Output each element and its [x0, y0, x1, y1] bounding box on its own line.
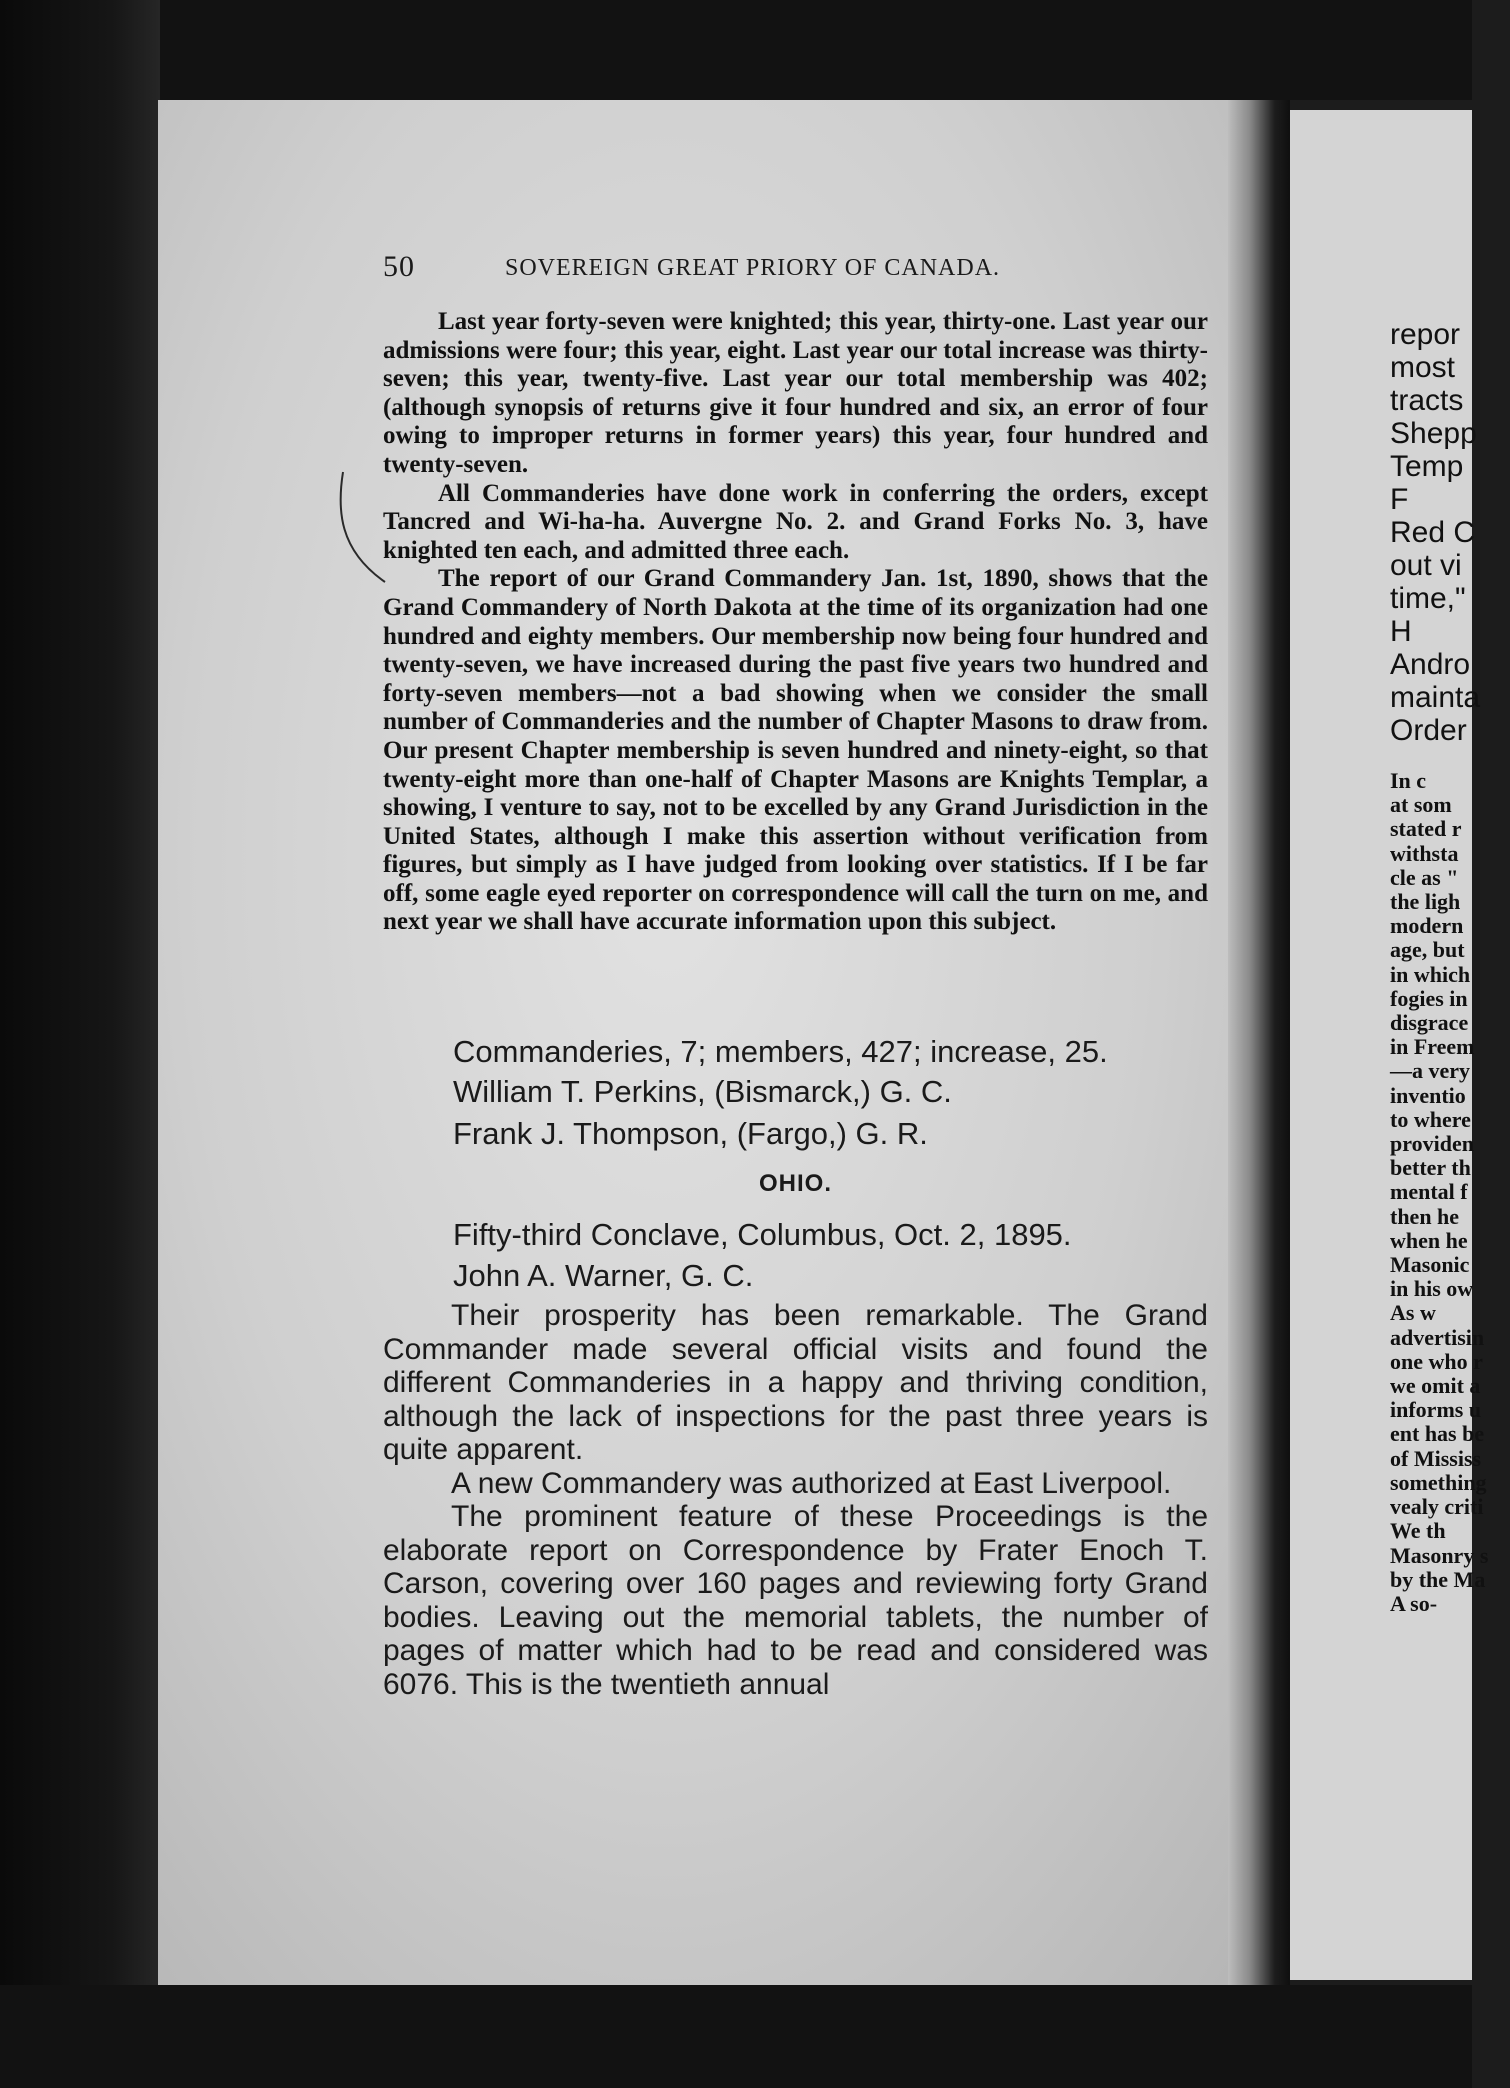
facing-page-line: informs u [1390, 1397, 1482, 1423]
paragraph: All Commanderies have done work in conferring the orders, except Tancred and Wi-ha-ha. Auvergne No. 2. and Grand Forks No. 3, have knighted ten each, and admitted three each. [383, 479, 1208, 564]
section-heading-ohio: OHIO. [758, 1170, 832, 1197]
dakota-grand-commander: William T. Perkins, (Bismarck,) G. C. [453, 1074, 952, 1109]
paragraph: The report of our Grand Commandery Jan. 1st, 1890, shows that the Grand Commandery of North Dakota at the time of its organization had one hundred and eighty members. Our membership now being four hundred and twenty-seven, we have increased during the past five years two hundred and forty-seven members—not a bad showing when we consider the small number of Commanderies and the number of Chapter Masons to draw from. Our present Chapter membership is seven hundred and ninety-eight, so that twenty-eight more than one-half of Chapter Masons are Knights Templar, a showing, I venture to say, not to be excelled by any Grand Jurisdiction in the United States, although I make this assertion without verification from figures, but simply as I have judged from looking over statistics. If I be far off, some eagle eyed reporter on correspondence will call the turn on me, and next year we shall have accurate information upon this subject. [383, 565, 1208, 936]
facing-page-line: Shepp [1390, 417, 1477, 450]
facing-page-line: H [1390, 615, 1412, 648]
facing-page-line: We th [1390, 1518, 1446, 1544]
facing-page-line: the ligh [1390, 889, 1461, 915]
facing-page-line: ent has be [1390, 1421, 1485, 1447]
facing-page-line: in Freem [1390, 1034, 1475, 1060]
facing-page-line: mental f [1390, 1179, 1468, 1205]
facing-page-line: vealy criti [1390, 1494, 1484, 1520]
facing-page-line: age, but [1390, 937, 1465, 963]
facing-page-line: providen [1390, 1131, 1474, 1157]
facing-page-line: inventio [1390, 1082, 1466, 1108]
scan-bottom-border [0, 1985, 1472, 2088]
running-title: SOVEREIGN GREAT PRIORY OF CANADA. [505, 255, 1001, 281]
facing-page-line: Order [1390, 714, 1467, 747]
paragraph: A new Commandery was authorized at East Liverpool. [451, 1466, 1172, 1500]
ohio-body [383, 1299, 1208, 1701]
facing-page-line: in his ow [1390, 1276, 1474, 1302]
facing-page-line: cle as " [1390, 864, 1459, 890]
paragraph: The prominent feature of these Proceedings is the elaborate report on Correspondence by Frater Enoch T. Carson, covering over 160 pages and reviewing forty Grand bodies. Leaving out the memorial tablets, the number of pages of matter which had to be read and considered was 6076. This is the twentieth annual [383, 1500, 1208, 1701]
facing-page-line: of Mississ [1390, 1445, 1482, 1471]
paragraph: Their prosperity has been remarkable. The Grand Commander made several official visits and found the different Commanderies in a happy and thriving condition, although the lack of inspections for the past three years is quite apparent. [383, 1299, 1208, 1466]
page-number: 50 [383, 250, 415, 283]
facing-page-line: As w [1390, 1300, 1436, 1326]
facing-page-line: to where [1390, 1106, 1471, 1132]
facing-page-line: Red C [1390, 516, 1476, 549]
facing-page-line: F [1390, 483, 1409, 516]
facing-page-line: advertisin [1390, 1324, 1485, 1350]
facing-page-line: repor [1390, 318, 1461, 351]
facing-page-line: —a very [1390, 1058, 1471, 1084]
facing-page-line: disgrace [1390, 1010, 1469, 1036]
facing-page-line: fogies in [1390, 985, 1468, 1011]
facing-page-line: mainta [1390, 681, 1481, 714]
facing-page-line: stated r [1390, 816, 1462, 842]
facing-page-line: modern [1390, 913, 1464, 939]
facing-page-line: we omit a [1390, 1373, 1481, 1399]
running-head [223, 250, 1203, 290]
scan-top-border [0, 0, 1472, 100]
facing-page-line: Temp [1390, 450, 1464, 483]
facing-page-line: withsta [1390, 840, 1459, 866]
facing-page-line: Masonic [1390, 1252, 1470, 1278]
facing-page-large-lines [1390, 318, 1510, 747]
facing-page-line: something [1390, 1469, 1487, 1495]
facing-page-line: Andro [1390, 648, 1471, 681]
facing-page-line: at som [1390, 792, 1452, 818]
dakota-stats: Commanderies, 7; members, 427; increase, 25. [453, 1034, 1108, 1069]
facing-page-line: by the Ma [1390, 1566, 1486, 1592]
paragraph: Last year forty-seven were knighted; this year, thirty-one. Last year our admissions were four; this year, eight. Last year our total increase was thirty-seven; this year, twenty-five. Last year our total membership was 402; (although synopsis of returns give it four hundred and six, an error of four owing to improper returns in former years) this year, four hundred and twenty-seven. [383, 308, 1208, 478]
facing-page-line: better th [1390, 1155, 1471, 1181]
ohio-grand-commander: John A. Warner, G. C. [453, 1258, 754, 1293]
facing-page-line: when he [1390, 1227, 1468, 1253]
book-gutter [1228, 100, 1290, 1985]
facing-page-line: out vi [1390, 549, 1462, 582]
dakota-grand-recorder: Frank J. Thompson, (Fargo,) G. R. [453, 1116, 928, 1151]
facing-page-small-lines [1390, 769, 1510, 1616]
dakota-section [383, 308, 1208, 937]
facing-page-text [1390, 318, 1510, 1616]
facing-page-line: time," [1390, 582, 1466, 615]
facing-page-line: In c [1390, 768, 1427, 793]
facing-page-line: then he [1390, 1203, 1460, 1229]
ohio-conclave: Fifty-third Conclave, Columbus, Oct. 2, 1895. [453, 1217, 1072, 1252]
scan-left-border [0, 0, 160, 2088]
facing-page-line: in which [1390, 961, 1471, 987]
facing-page-line: tracts [1390, 384, 1464, 417]
facing-page-line: one who r [1390, 1348, 1483, 1374]
facing-page-line: Masonry s [1390, 1542, 1489, 1568]
facing-page-line: most [1390, 351, 1456, 384]
facing-page-line: A so- [1390, 1590, 1438, 1616]
